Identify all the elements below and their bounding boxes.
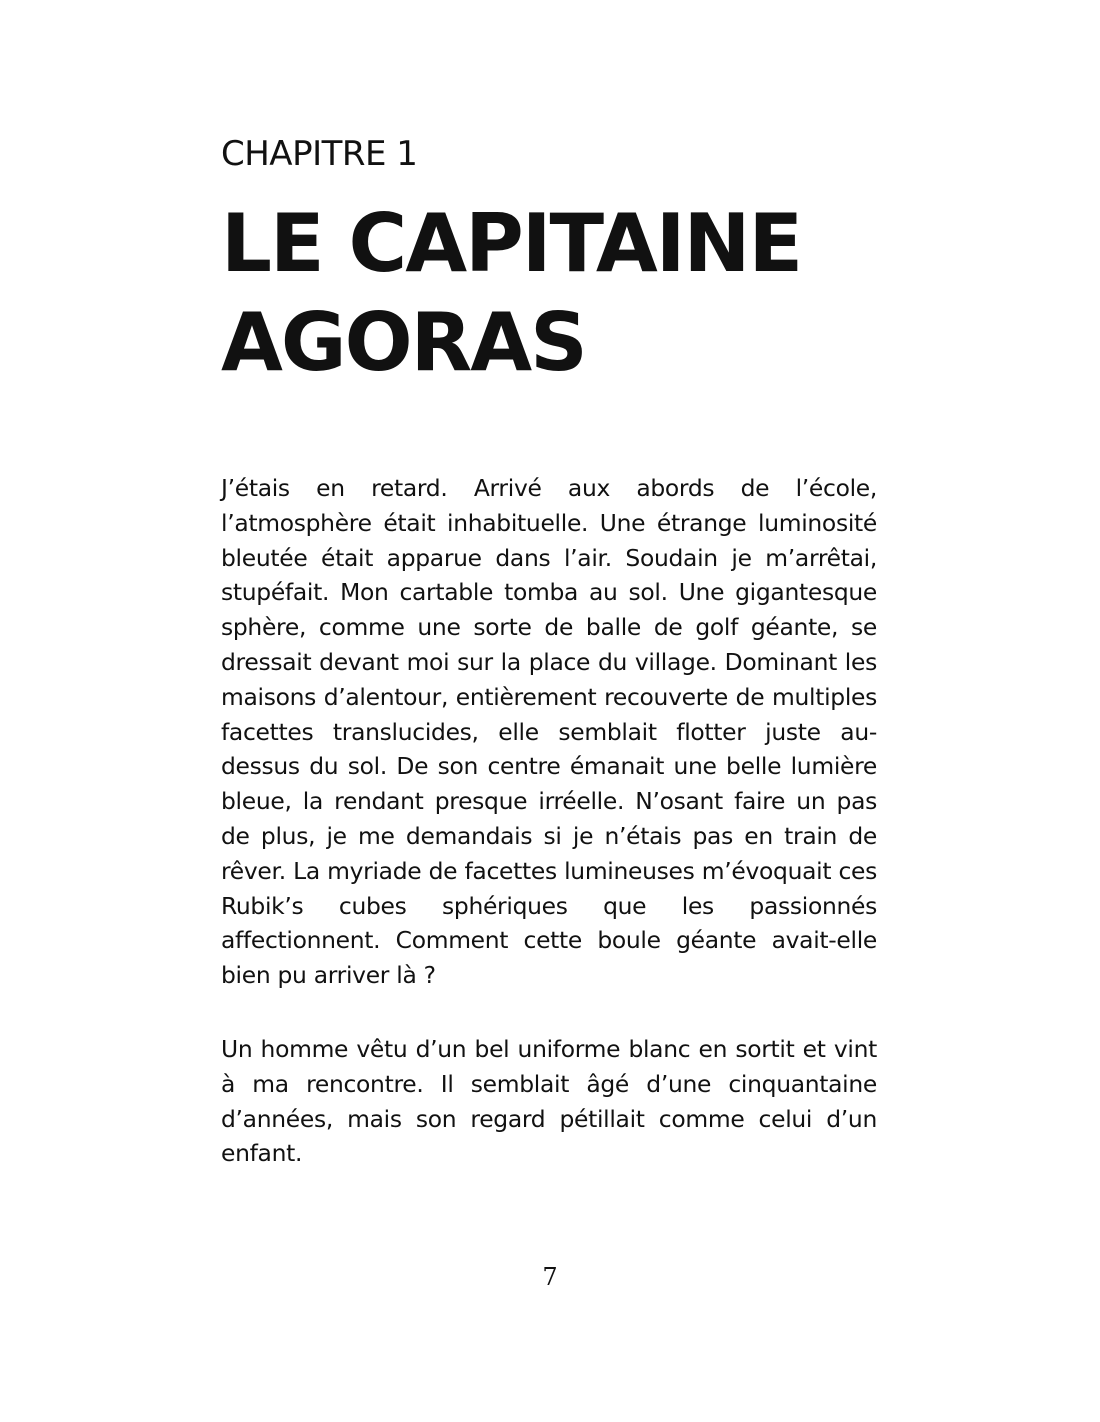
chapter-label: CHAPITRE 1	[221, 134, 418, 174]
body-paragraph: Un homme vêtu d’un bel uniforme blanc en sortit et vint à ma rencontre. Il semblait âgé d’une cinquantaine d’années, mais son regard pétillait comme celui d’un enfant.	[221, 1035, 877, 1168]
chapter-title	[221, 194, 921, 392]
chapter-title-line: LE CAPITAINE	[221, 197, 802, 290]
body-paragraph: J’étais en retard. Arrivé aux abords de l’école, l’atmosphère était inhabituelle. Une étrange luminosité bleutée était apparue dans l’air. Soudain je m’arrêtai, stupéfait. Mon cartable tomba au sol. Une gigantesque sphère, comme une sorte de balle de golf géante, se dressait devant moi sur la place du village. Dominant les maisons d’alentour, entièrement recouverte de multiples facettes translucides, elle semblait flotter juste au-dessus du sol. De son centre émanait une belle lumière bleue, la rendant presque irréelle. N’osant faire un pas de plus, je me demandais si je n’étais pas en train de rêver. La myriade de facettes lumineuses m’évoquait ces Rubik’s cubes sphériques que les passionnés affectionnent. Comment cette boule géante avait-elle bien pu arriver là ?	[221, 474, 877, 990]
chapter-title-line: AGORAS	[221, 296, 586, 389]
page-number: 7	[542, 1263, 558, 1291]
